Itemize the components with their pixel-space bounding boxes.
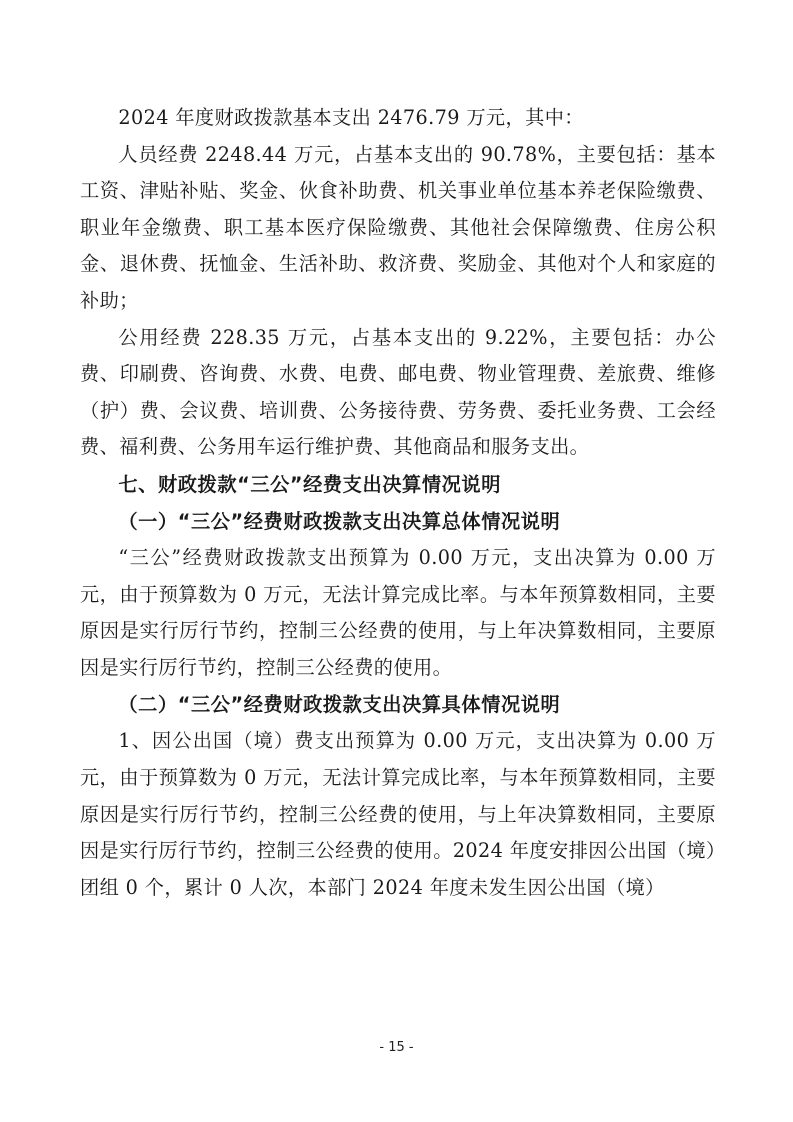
section-7-heading: 七、财政拨款“三公”经费支出决算情况说明 (118, 472, 501, 496)
section-7-1-heading: （一）“三公”经费财政拨款支出决算总体情况说明 (118, 509, 561, 533)
personnel-expenses-paragraph: 人员经费 2248.44 万元，占基本支出的 90.78%，主要包括：基本工资、津贴补贴、奖金、伙食补助费、机关事业单位基本养老保险缴费、职业年金缴费、职工基本医疗保险缴费、其他社会保障缴费、住房公积金、退休费、抚恤金、生活补助、救济费、奖励金、其他对个人和家庭的补助； (80, 142, 716, 312)
document-body (80, 100, 716, 906)
three-public-overall-paragraph: “三公”经费财政拨款支出预算为 0.00 万元，支出决算为 0.00 万元，由于预算数为 0 万元，无法计算完成比率。与本年预算数相同，主要原因是实行厉行节约，控制三公经费的使用，与上年决算数相同，主要原因是实行厉行节约，控制三公经费的使用。 (80, 545, 716, 679)
section-7-2-heading: （二）“三公”经费财政拨款支出决算具体情况说明 (118, 693, 561, 717)
basic-expenditure-summary: 2024 年度财政拨款基本支出 2476.79 万元，其中： (118, 106, 584, 129)
overseas-travel-paragraph: 1、因公出国（境）费支出预算为 0.00 万元，支出决算为 0.00 万元，由于预算数为 0 万元，无法计算完成比率，与本年预算数相同，主要原因是实行厉行节约，控制三公经费的使用，与上年决算数相同，主要原因是实行厉行节约，控制三公经费的使用。2024 年度安排因公出国（境）团组 0 个，累计 0 人次，本部门 2024 年度未发生因公出国（境） (80, 729, 716, 899)
public-expenses-paragraph: 公用经费 228.35 万元，占基本支出的 9.22%，主要包括：办公费、印刷费、咨询费、水费、电费、邮电费、物业管理费、差旅费、维修（护）费、会议费、培训费、公务接待费、劳务费、委托业务费、工会经费、福利费、公务用车运行维护费、其他商品和服务支出。 (80, 325, 716, 459)
page-number: - 15 - (379, 1040, 414, 1055)
